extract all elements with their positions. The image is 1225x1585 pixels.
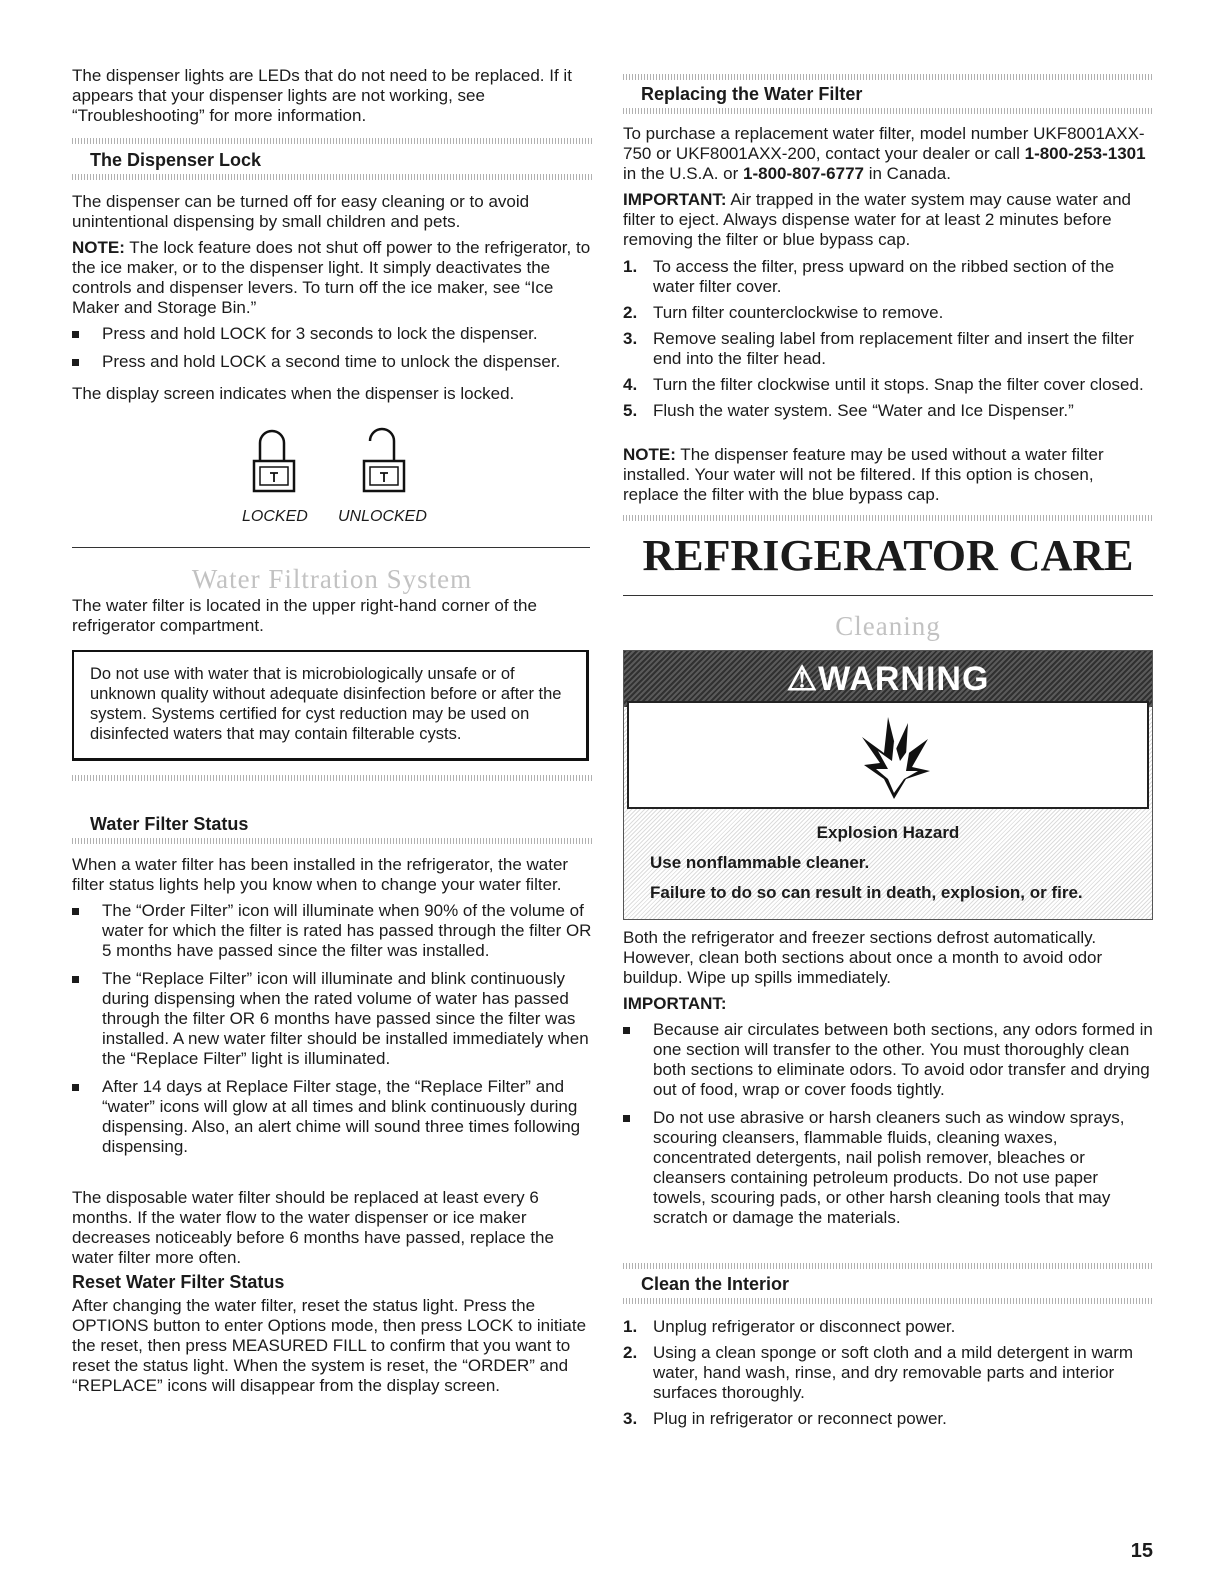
filtration-title: Water Filtration System [191,564,473,594]
divider [72,838,592,844]
replacing-important: IMPORTANT: Air trapped in the water system may cause water and filter to eject. Always dispense water for at least 2 minutes before removing the filter or blue bypass cap. [623,190,1131,249]
cleaning-title: Cleaning [835,611,941,641]
filter-status-bullets [72,901,592,1165]
clean-interior-heading: Clean the Interior [641,1274,790,1294]
divider [72,174,592,180]
divider [623,1263,1153,1269]
notice-text: Do not use with water that is microbiologically unsafe or of unknown quality without adequate disinfection before or after the system. Systems certified for cyst reduction may be used on disinfected waters that may contain filterable cysts. [90,665,562,743]
unlocked-label: UNLOCKED [338,508,427,525]
list-item: 1. Unplug refrigerator or disconnect power. [623,1317,956,1336]
warning-header: ⚠WARNING [624,651,1152,707]
intro-paragraph: The dispenser lights are LEDs that do not need to be replaced. If it appears that your dispenser lights are not working, see “Troubleshooting” for more information. [72,66,572,125]
divider [623,1298,1153,1304]
list-item: 1. To access the filter, press upward on the ribbed section of the water filter cover. [623,257,1115,296]
list-item: After 14 days at Replace Filter stage, the “Replace Filter” and “water” icons will glow at all times and blink continuously during dispensing. Also, an alert chime will sound three times following dispensing. [72,1077,592,1157]
hazard-title: Explosion Hazard [816,823,960,842]
filter-status-paragraph: When a water filter has been installed in the refrigerator, the water filter status lights help you know when to change your water filter. [72,855,569,894]
divider [72,138,592,144]
filtration-notice-box [72,650,589,761]
warning-panel [623,650,1153,920]
filtration-paragraph: The water filter is located in the upper right-hand corner of the refrigerator compartment. [72,596,537,635]
hazard-line-1: Use nonflammable cleaner. [650,853,870,872]
list-item: 3. Plug in refrigerator or reconnect power. [623,1409,947,1428]
list-item: Press and hold LOCK a second time to unlock the dispenser. [72,352,592,372]
warning-symbol-area [627,701,1149,809]
filter-status-heading: Water Filter Status [90,814,249,834]
care-title: REFRIGERATOR CARE [642,531,1134,580]
list-item: 5. Flush the water system. See “Water and Ice Dispenser.” [623,401,1074,420]
warning-triangle-icon: ⚠ [786,660,819,698]
divider [623,108,1153,114]
reset-paragraph: After changing the water filter, reset the status light. Press the OPTIONS button to enter Options mode, then press LOCK to initiate the reset, then press MEASURED FILL to confirm that you want to reset the status light. When the system is reset, the “ORDER” and “REPLACE” icons will disappear from the display screen. [72,1296,587,1395]
section-rule [72,547,590,548]
list-item: The “Replace Filter” icon will illuminate and blink continuously during dispensing when the rated volume of water has passed through the filter OR 6 months have passed since the filter was installed. A new water filter should be installed immediately when the “Replace Filter” light is illuminated. [72,969,592,1069]
display-paragraph: The display screen indicates when the dispenser is locked. [72,384,515,403]
list-item: 3. Remove sealing label from replacement filter and insert the filter end into the filter head. [623,329,1134,368]
lock-bullets [72,324,592,380]
cleaning-bullets [623,1020,1153,1236]
list-item: Do not use abrasive or harsh cleaners such as window sprays, scouring cleansers, flammable fluids, cleaning waxes, concentrated detergents, nail polish remover, bleaches or cleansers containing petroleum products. Do not use paper towels, scouring pads, or other harsh cleaning tools that may scratch or damage the materials. [623,1108,1153,1228]
replacing-filter-heading: Replacing the Water Filter [641,84,863,104]
replacing-steps [623,257,1153,427]
explosion-icon [854,709,934,801]
locked-icon [252,425,296,497]
dispenser-lock-note: NOTE: The lock feature does not shut off power to the refrigerator, to the ice maker, or to the dispenser light. It simply deactivates the controls and dispenser levers. To turn off the ice maker, see “Ice Maker and Storage Bin.” [72,238,591,317]
list-item: Because air circulates between both sections, any odors formed in one section will transfer to the other. You must thoroughly clean both sections to eliminate odors. To avoid odor transfer and drying out of food, wrap or cover foods tightly. [623,1020,1153,1100]
divider [72,775,592,781]
list-item: The “Order Filter” icon will illuminate when 90% of the volume of water for which the filter is rated has passed through the filter OR 5 months have passed since the filter was installed. [72,901,592,961]
cleaning-important-label: IMPORTANT: [623,994,727,1013]
reset-heading: Reset Water Filter Status [72,1272,285,1292]
hazard-line-2: Failure to do so can result in death, explosion, or fire. [650,883,1083,902]
page-number: 15 [1130,1540,1153,1562]
dispenser-lock-paragraph: The dispenser can be turned off for easy cleaning or to avoid unintentional dispensing by small children and pets. [72,192,530,231]
dispenser-lock-heading: The Dispenser Lock [90,150,262,170]
unlocked-icon [362,425,406,497]
divider [623,74,1153,80]
section-rule [623,595,1153,596]
list-item: Press and hold LOCK for 3 seconds to lock the dispenser. [72,324,592,344]
cleaning-paragraph: Both the refrigerator and freezer sections defrost automatically. However, clean both sections about once a month to avoid odor buildup. Wipe up spills immediately. [623,928,1103,987]
list-item: 2. Turn filter counterclockwise to remove. [623,303,944,322]
replacing-paragraph: To purchase a replacement water filter, model number UKF8001AXX-750 or UKF8001AXX-200, contact your dealer or call 1-800-253-1301 in the U.S.A. or 1-800-807-6777 in Canada. [623,124,1146,183]
interior-steps [623,1317,1153,1435]
filter-replace-paragraph: The disposable water filter should be replaced at least every 6 months. If the water flow to the water dispenser or ice maker decreases noticeably before 6 months have passed, replace the water filter more often. [72,1188,554,1267]
locked-label: LOCKED [242,508,308,525]
replacing-note: NOTE: The dispenser feature may be used without a water filter installed. Your water will not be filtered. If this option is chosen, replace the filter with the blue bypass cap. [623,445,1104,504]
list-item: 4. Turn the filter clockwise until it stops. Snap the filter cover closed. [623,375,1144,394]
divider [623,515,1153,521]
list-item: 2. Using a clean sponge or soft cloth and a mild detergent in warm water, hand wash, rinse, and dry removable parts and interior surfaces thoroughly. [623,1343,1134,1402]
